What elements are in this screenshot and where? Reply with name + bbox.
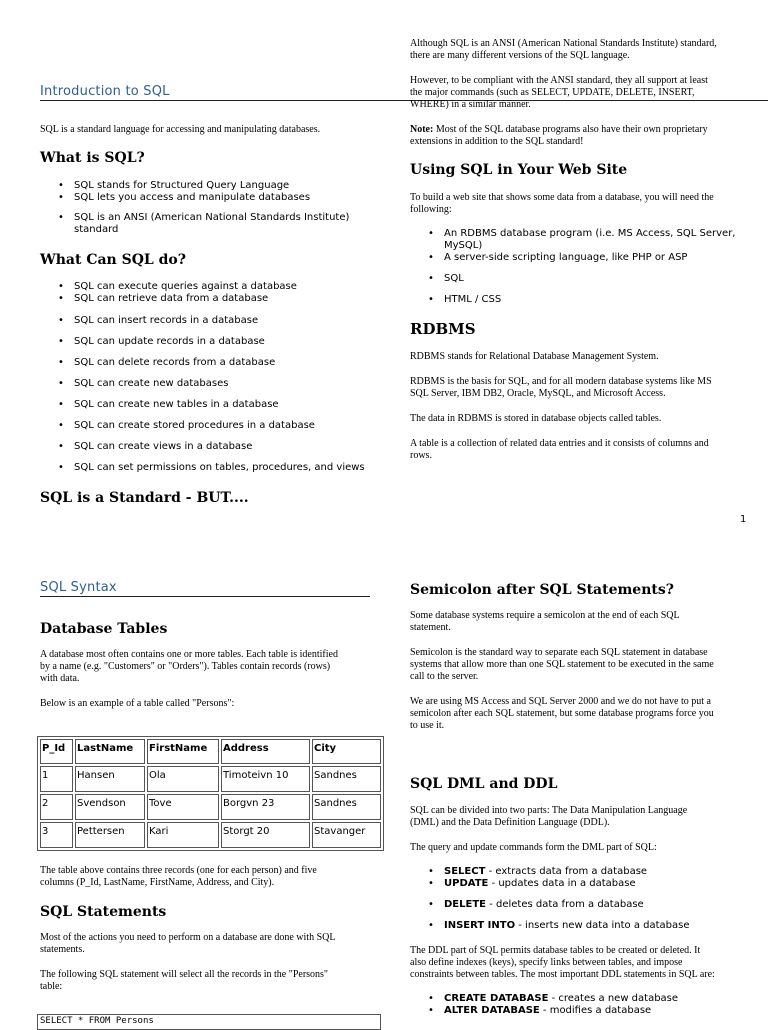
list-item: • SQL can execute queries against a database	[40, 281, 365, 293]
list-item: • HTML / CSS	[410, 294, 760, 306]
what-is-list	[40, 180, 349, 236]
table-cell: 1	[40, 766, 73, 792]
list-item: • SQL can retrieve data from a database	[40, 293, 365, 305]
heading-web-site: Using SQL in Your Web Site	[410, 162, 628, 178]
table-cell: Storgt 20	[221, 822, 310, 848]
heading-what-is-sql: What is SQL?	[40, 150, 145, 166]
page-number: 1	[740, 514, 747, 525]
table-cell: Sandnes	[312, 794, 381, 820]
paragraph: The data in RDBMS is stored in database objects called tables.	[410, 413, 662, 424]
web-list	[410, 228, 760, 306]
heading-sql-standard: SQL is a Standard - BUT....	[40, 490, 249, 506]
list-item: • SQL can insert records in a database	[40, 315, 365, 327]
table-cell: Timoteivn 10	[221, 766, 310, 792]
heading-semicolon: Semicolon after SQL Statements?	[410, 582, 674, 598]
table-cell: 2	[40, 794, 73, 820]
column-header: P_Id	[40, 739, 73, 764]
heading-dml-ddl: SQL DML and DDL	[410, 776, 558, 792]
paragraph: However, to be compliant with the ANSI standard, they all support at least the major commands (such as SELECT, UPDATE, DELETE, INSERT, WHERE) in a similar manner.	[410, 75, 708, 110]
paragraph: Although SQL is an ANSI (American National Standards Institute) standard, there are many different versions of the SQL language.	[410, 38, 717, 61]
paragraph: Most of the actions you need to perform on a database are done with SQL statements.	[40, 932, 336, 955]
paragraph: Some database systems require a semicolon at the end of each SQL statement.	[410, 610, 680, 633]
paragraph: To build a web site that shows some data from a database, you will need the following:	[410, 192, 714, 215]
column-header: City	[312, 739, 381, 764]
table-cell: Pettersen	[75, 822, 145, 848]
list-item: • SQL stands for Structured Query Language	[40, 180, 349, 192]
list-item: • SQL can create new databases	[40, 378, 365, 390]
list-item: • SQL can set permissions on tables, procedures, and views	[40, 462, 365, 474]
paragraph: A table is a collection of related data entries and it consists of columns and rows.	[410, 438, 709, 461]
heading-database-tables: Database Tables	[40, 621, 168, 637]
list-item: • SELECT - extracts data from a database	[410, 866, 760, 878]
table-caption: The table above contains three records (one for each person) and five columns (P_Id, LastName, FirstName, Address, and City).	[40, 865, 317, 888]
paragraph: Semicolon is the standard way to separate each SQL statement in database systems that allow more than one SQL statement to be executed in the same call to the server.	[410, 647, 714, 682]
heading-what-can-sql-do: What Can SQL do?	[40, 252, 186, 268]
list-item: • An RDBMS database program (i.e. MS Access, SQL Server, MySQL)	[410, 228, 760, 252]
paragraph: The DDL part of SQL permits database tables to be created or deleted. It also define indexes (keys), specify links between tables, and impose constraints between tables. The most important DDL statements in SQL are:	[410, 945, 715, 980]
dml-list	[410, 866, 760, 932]
heading-rdbms: RDBMS	[410, 320, 476, 338]
list-item: • SQL can create stored procedures in a database	[40, 420, 365, 432]
column-header: FirstName	[147, 739, 219, 764]
heading-sql-statements: SQL Statements	[40, 904, 167, 920]
table-cell: Hansen	[75, 766, 145, 792]
list-item: • A server-side scripting language, like PHP or ASP	[410, 252, 760, 264]
table-cell: Stavanger	[312, 822, 381, 848]
paragraph: RDBMS stands for Relational Database Management System.	[410, 351, 659, 362]
paragraph: A database most often contains one or more tables. Each table is identified by a name (e.g. "Customers" or "Orders"). Tables contain records (rows) with data.	[40, 649, 338, 684]
list-item: • SQL can delete records from a database	[40, 357, 365, 369]
what-can-list	[40, 281, 365, 474]
table-cell: Tove	[147, 794, 219, 820]
table-cell: Svendson	[75, 794, 145, 820]
list-item: • INSERT INTO - inserts new data into a database	[410, 920, 760, 932]
paragraph: SQL can be divided into two parts: The Data Manipulation Language (DML) and the Data Definition Language (DDL).	[410, 805, 688, 828]
column-header: LastName	[75, 739, 145, 764]
table-header-row	[40, 739, 381, 764]
note-label: Note:	[410, 124, 434, 135]
section-rule	[40, 596, 370, 597]
list-item: • SQL lets you access and manipulate databases	[40, 192, 349, 204]
paragraph: The query and update commands form the DML part of SQL:	[410, 842, 657, 853]
list-item: • SQL can create new tables in a database	[40, 399, 365, 411]
list-item: • CREATE DATABASE - creates a new database	[410, 993, 760, 1005]
paragraph: Below is an example of a table called "Persons":	[40, 698, 235, 709]
list-item: • SQL is an ANSI (American National Standards Institute) standard	[40, 212, 349, 236]
table-row	[40, 794, 381, 820]
section-title: SQL Syntax	[40, 580, 117, 595]
list-item: • ALTER DATABASE - modifies a database	[410, 1005, 760, 1017]
ddl-list	[410, 993, 760, 1017]
list-item: • DELETE - deletes data from a database	[410, 899, 760, 911]
table-cell: 3	[40, 822, 73, 848]
paragraph: The following SQL statement will select all the records in the "Persons" table:	[40, 969, 329, 992]
table-cell: Borgvn 23	[221, 794, 310, 820]
right-column	[410, 582, 760, 1017]
table-row	[40, 766, 381, 792]
table-cell: Sandnes	[312, 766, 381, 792]
persons-table	[37, 736, 384, 851]
paragraph: RDBMS is the basis for SQL, and for all modern database systems like MS SQL Server, IBM DB2, Oracle, MySQL, and Microsoft Access.	[410, 376, 712, 399]
table-cell: Kari	[147, 822, 219, 848]
list-item: • SQL can create views in a database	[40, 441, 365, 453]
left-column	[40, 621, 390, 993]
intro-text: SQL is a standard language for accessing and manipulating databases.	[40, 124, 321, 135]
section-title: Introduction to SQL	[40, 84, 170, 99]
list-item: • SQL can update records in a database	[40, 336, 365, 348]
table-cell: Ola	[147, 766, 219, 792]
list-item: • SQL	[410, 273, 760, 285]
paragraph: We are using MS Access and SQL Server 2000 and we do not have to put a semicolon after each SQL statement, but some database programs force you to use it.	[410, 696, 714, 731]
right-column	[410, 38, 760, 462]
table-row	[40, 822, 381, 848]
code-block: SELECT * FROM Persons	[37, 1014, 381, 1030]
note-paragraph: Note: Most of the SQL database programs also have their own proprietary extensions in addition to the SQL standard!	[410, 124, 708, 147]
column-header: Address	[221, 739, 310, 764]
list-item: • UPDATE - updates data in a database	[410, 878, 760, 890]
